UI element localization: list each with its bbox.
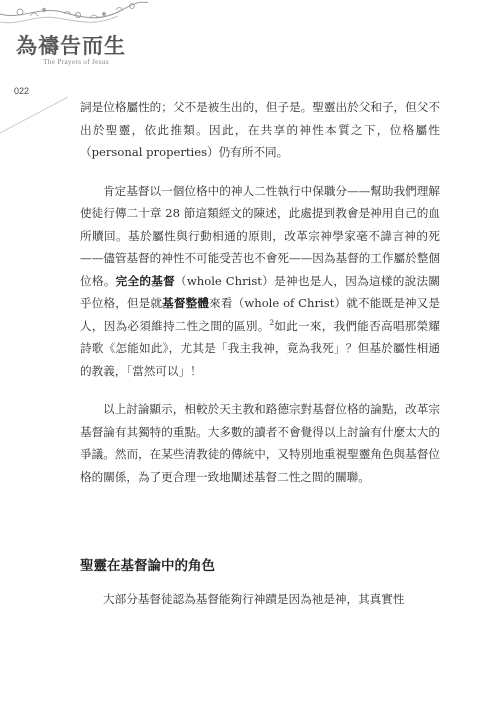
paragraph-2 [80,180,440,383]
text-run: 來看（whole of Christ）就不能既是神又是人，因為必須維持二性之間的區別。 [80,296,440,333]
paragraph-3 [80,398,440,488]
text-run: 如此一來，我們能否高唱那榮耀詩歌《怎能如此》，尤其是「我主我神，竟為我死」？但基於屬性相通的教義，「當然可以」！ [80,318,440,378]
bold-term: 完全的基督 [115,273,175,288]
book-title-logo: 為禱告而生 [16,34,126,58]
text-run: 以上討論顯示，相較於天主教和路德宗對基督位格的論點，改革宗基督論有其獨特的重點。大多數的讀者不會覺得以上討論有什麼太大的爭議。然而，在某些清教徒的傳統中，又特別地重視聖靈角色與基督位格的關係，為了更合理一致地闡述基督二性之間的關聯。 [80,402,440,484]
text-run: 詞是位格屬性的；父不是被生出的，但子是。聖靈出於父和子，但父不出於聖靈，依此推類。因此，在共享的神性本質之下，位格屬性（personal properties）仍有所不同。 [80,100,440,159]
body-text [80,96,440,488]
page-number: 022 [14,86,30,96]
paragraph-4: 大部分基督徒認為基督能夠行神蹟是因為祂是神，其真實性 [103,592,405,606]
book-subtitle: The Prayers of Jesus [43,57,109,66]
bold-term: 基督整體 [162,296,210,310]
footnote-ref[interactable]: 2 [269,318,275,327]
text-run: 肯定基督以一個位格中的神人二性執行中保職分——幫助我們理解使徒行傳二十章 28 節這類經文的陳述，此處提到教會是神用自己的血所贖回。基於屬性與行動相通的原則，改革宗神學家毫不諱言神的死——儘管基督的神性不可能受苦也不會死——因為基督的工作屬於整個位格。 [80,183,440,288]
paragraph-1 [80,96,440,164]
section-heading: 聖靈在基督論中的角色 [80,558,215,574]
text-run: （whole Christ）是神也是人，因為這樣的說法關乎位格，但是就 [80,273,440,310]
decorative-line [0,95,70,135]
